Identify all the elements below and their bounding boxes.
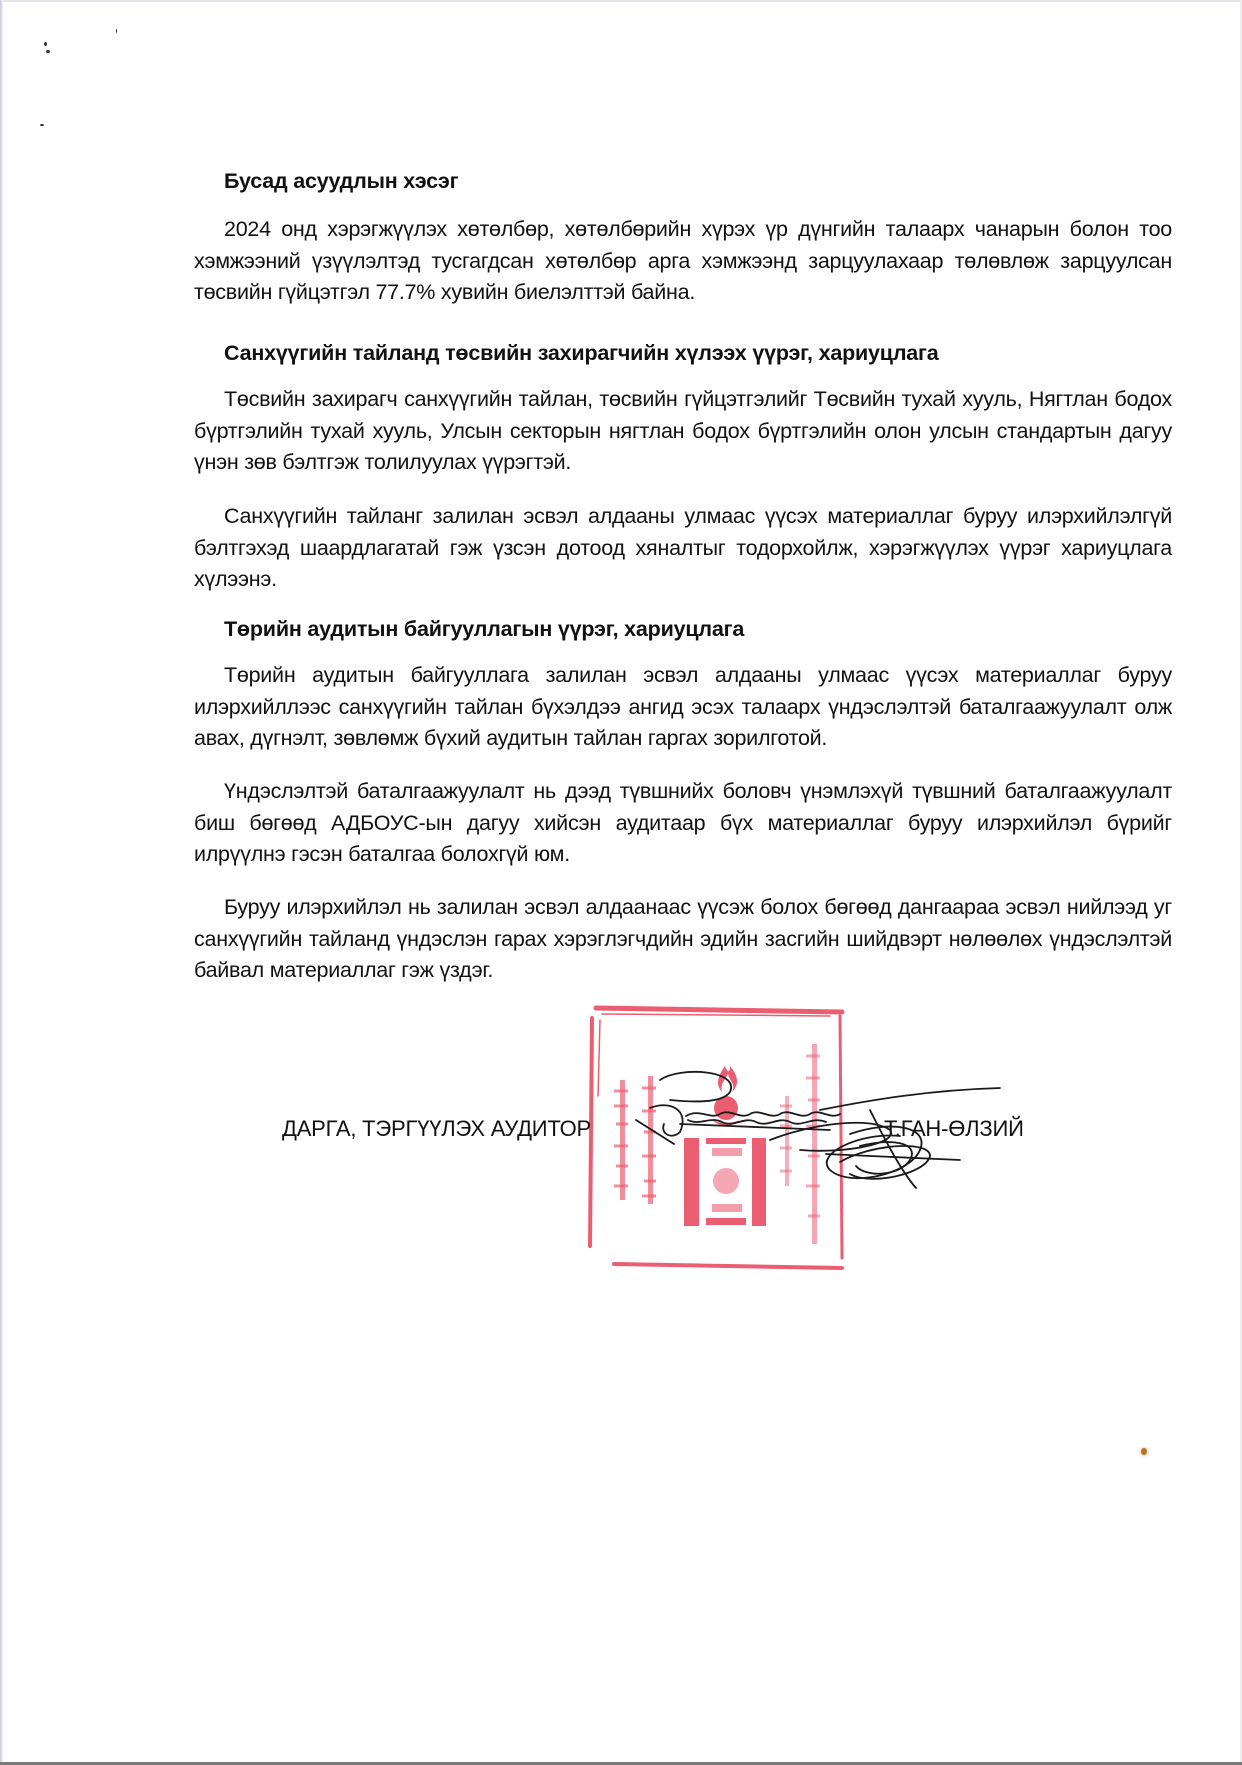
section-heading: Төрийн аудитын байгууллагын үүрэг, хариуцлага: [224, 617, 745, 641]
scan-speck: [1141, 1448, 1147, 1455]
scan-speck: [116, 29, 117, 33]
scan-speck: [44, 42, 47, 46]
paragraph: Үндэслэлтэй баталгаажуулалт нь дээд түвшнийх боловч үнэмлэхүй түвшний баталгаажуулалт биш бөгөөд АДБОУС-ын дагуу хийсэн аудитаар бүх материаллаг буруу илэрхийлэл бүрийг илрүүлнэ гэсэн баталгаа болохгүй юм.: [194, 779, 1172, 866]
signatory-name: Т.ГАН-ӨЛЗИЙ: [884, 1116, 1024, 1141]
scan-speck: [40, 124, 44, 126]
section-heading: Санхүүгийн тайланд төсвийн захирагчийн хүлээх үүрэг, хариуцлага: [224, 341, 939, 365]
scan-edge-left: [0, 0, 3, 1765]
paragraph: Төсвийн захирагч санхүүгийн тайлан, төсвийн гүйцэтгэлийг Төсвийн тухай хууль, Нягтлан бодох бүртгэлийн тухай хууль, Улсын секторын нягтлан бодох бүртгэлийн олон улсын стандартын дагуу үнэн зөв бэлтгэж толилуулах үүрэгтэй.: [194, 387, 1172, 474]
paragraph: Санхүүгийн тайланг залилан эсвэл алдааны улмаас үүсэх материаллаг буруу илэрхийлэлгүй бэлтгэхэд шаардлагатай гэж үзсэн дотоод хяналтыг тодорхойлж, хэрэгжүүлэх үүрэг хариуцлага хүлээнэ.: [194, 504, 1172, 591]
paragraph: Буруу илэрхийлэл нь залилан эсвэл алдаанаас үүсэж болох бөгөөд дангаараа эсвэл нийлээд уг санхүүгийн тайланд үндэслэн гарах хэрэглэгчдийн эдийн засгийн шийдвэрт нөлөөлөх үндэслэлтэй байвал материаллаг гэж үздэг.: [194, 895, 1172, 982]
soyombo-seal-stamp-icon: [580, 996, 870, 1276]
signatory-title: ДАРГА, ТЭРГҮҮЛЭХ АУДИТОР: [282, 1116, 592, 1141]
paragraph: 2024 онд хэрэгжүүлэх хөтөлбөр, хөтөлбөрийн хүрэх үр дүнгийн талаарх чанарын болон тоо хэмжээний үзүүлэлтэд тусгагдсан хөтөлбөр арга хэмжээнд зарцуулахаар төлөвлөж зарцуулсан төсвийн гүйцэтгэл 77.7% хувийн биелэлттэй байна.: [194, 217, 1172, 304]
paragraph: Төрийн аудитын байгууллага залилан эсвэл алдааны улмаас үүсэх материаллаг буруу илэрхийллээс санхүүгийн тайлан бүхэлдээ ангид эсэх талаарх үндэслэлтэй баталгаажуулалт олж авах, дүгнэлт, зөвлөмж бүхий аудитын тайлан гаргах зорилготой.: [194, 663, 1172, 750]
handwritten-signature-icon: [630, 1070, 1010, 1200]
section-heading: Бусад асуудлын хэсэг: [224, 169, 459, 193]
scan-speck: [46, 50, 50, 53]
scan-edge-top: [0, 0, 1242, 2]
